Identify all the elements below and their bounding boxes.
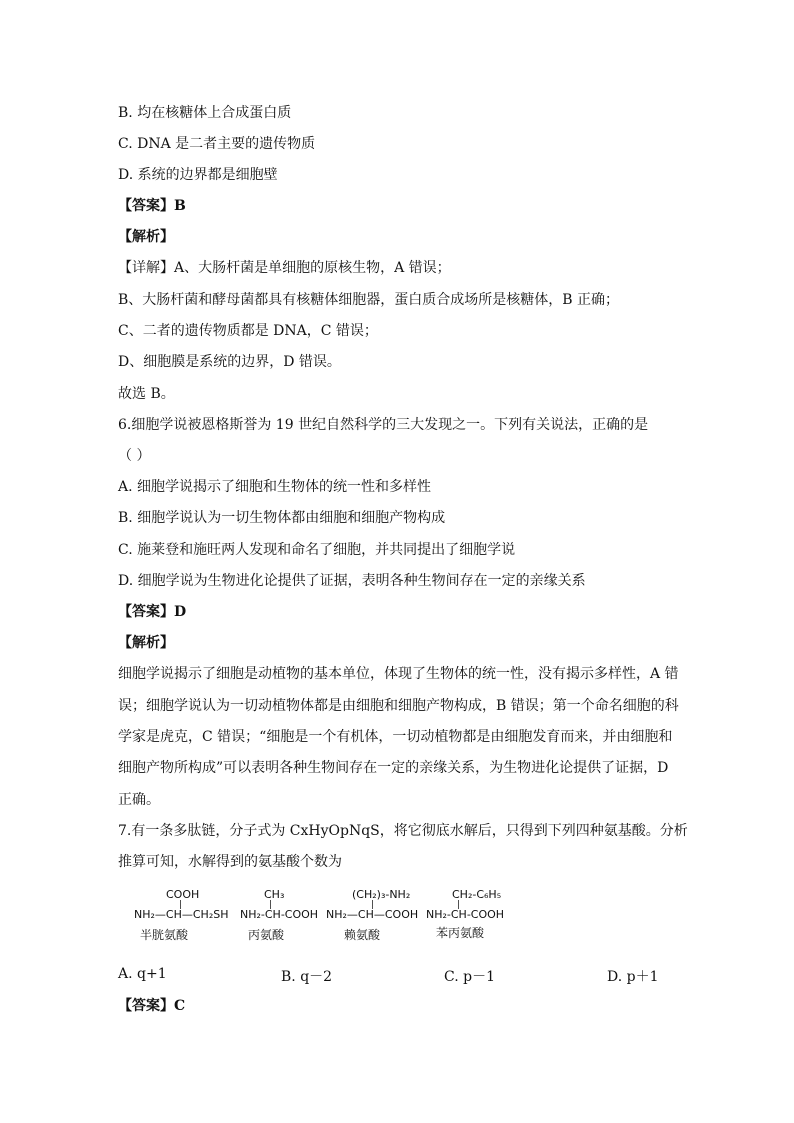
aa1-main-chain: NH₂—CH—CH₂SH bbox=[134, 908, 229, 921]
aa2-side-group: CH₃ bbox=[264, 888, 285, 901]
aa1-side-group: COOH bbox=[166, 888, 200, 901]
q6-analysis-line-3: 学家是虎克，C 错误；“细胞是一个有机体，一切动植物都是由细胞发育而来，并由细胞和 bbox=[118, 729, 673, 745]
aa2-name: 丙氨酸 bbox=[248, 928, 285, 942]
q6-option-d: D. 细胞学说为生物进化论提供了证据，表明各种生物间存在一定的亲缘关系 bbox=[118, 573, 586, 589]
q5-detail-4: D、细胞膜是系统的边界，D 错误。 bbox=[118, 354, 341, 370]
q7-option-a: A. q+1 bbox=[118, 966, 167, 982]
q6-analysis-line-5: 正确。 bbox=[118, 792, 160, 808]
aa2-main-chain: NH₂-CH-COOH bbox=[240, 908, 319, 921]
q6-paren: （ ） bbox=[118, 448, 151, 464]
q5-option-d: D. 系统的边界都是细胞壁 bbox=[118, 167, 278, 183]
aa4-bond: | bbox=[457, 900, 461, 910]
q5-analysis-label: 【解析】 bbox=[118, 229, 174, 245]
aa4-name: 苯丙氨酸 bbox=[436, 926, 485, 940]
aa1-name: 半胱氨酸 bbox=[140, 928, 189, 942]
aa3-name: 赖氨酸 bbox=[344, 928, 381, 942]
q5-detail-2: B、大肠杆菌和酵母菌都具有核糖体细胞器，蛋白质合成场所是核糖体，B 正确； bbox=[118, 292, 620, 308]
q5-option-b: B. 均在核糖体上合成蛋白质 bbox=[118, 105, 292, 121]
q7-option-c: C. p－1 bbox=[444, 969, 495, 985]
q7-stem-line-2: 推算可知，水解得到的氨基酸个数为 bbox=[118, 854, 342, 870]
q5-detail-3: C、二者的遗传物质都是 DNA，C 错误； bbox=[118, 323, 378, 339]
q5-option-c: C. DNA 是二者主要的遗传物质 bbox=[118, 136, 316, 152]
q6-stem: 6.细胞学说被恩格斯誉为 19 世纪自然科学的三大发现之一。下列有关说法，正确的是 bbox=[118, 417, 649, 433]
aa1-bond: | bbox=[179, 900, 183, 910]
aa3-side-group: (CH₂)₃-NH₂ bbox=[352, 888, 411, 901]
amino-acid-structures-figure bbox=[130, 884, 530, 944]
q7-option-b: B. q－2 bbox=[281, 969, 333, 985]
aa3-bond: | bbox=[371, 900, 375, 910]
aa2-bond: | bbox=[269, 900, 273, 910]
q5-conclusion: 故选 B。 bbox=[118, 386, 175, 402]
q6-analysis-line-1: 细胞学说揭示了细胞是动植物的基本单位，体现了生物体的统一性，没有揭示多样性，A 错 bbox=[118, 666, 679, 682]
aa4-main-chain: NH₂-CH-COOH bbox=[426, 908, 505, 921]
q6-option-a: A. 细胞学说揭示了细胞和生物体的统一性和多样性 bbox=[118, 479, 432, 495]
q6-answer: 【答案】D bbox=[118, 604, 187, 620]
q7-stem-line-1: 7.有一条多肽链，分子式为 CxHyOpNqS，将它彻底水解后，只得到下列四种氨基酸。分析 bbox=[118, 823, 688, 839]
q6-option-c: C. 施莱登和施旺两人发现和命名了细胞，并共同提出了细胞学说 bbox=[118, 542, 516, 558]
q5-answer: 【答案】B bbox=[118, 198, 186, 214]
q6-option-b: B. 细胞学说认为一切生物体都由细胞和细胞产物构成 bbox=[118, 510, 446, 526]
q7-option-d: D. p＋1 bbox=[607, 969, 659, 985]
q6-analysis-line-4: 细胞产物所构成”可以表明各种生物间存在一定的亲缘关系，为生物进化论提供了证据，D bbox=[118, 760, 669, 776]
q6-analysis-label: 【解析】 bbox=[118, 635, 174, 651]
aa4-side-group: CH₂-C₆H₅ bbox=[452, 888, 502, 901]
q5-detail-1: 【详解】A、大肠杆菌是单细胞的原核生物，A 错误； bbox=[118, 260, 451, 276]
aa3-main-chain: NH₂—CH—COOH bbox=[326, 908, 419, 921]
q6-analysis-line-2: 误；细胞学说认为一切动植物体都是由细胞和细胞产物构成，B 错误；第一个命名细胞的科 bbox=[118, 698, 679, 714]
q7-answer: 【答案】C bbox=[118, 998, 186, 1014]
